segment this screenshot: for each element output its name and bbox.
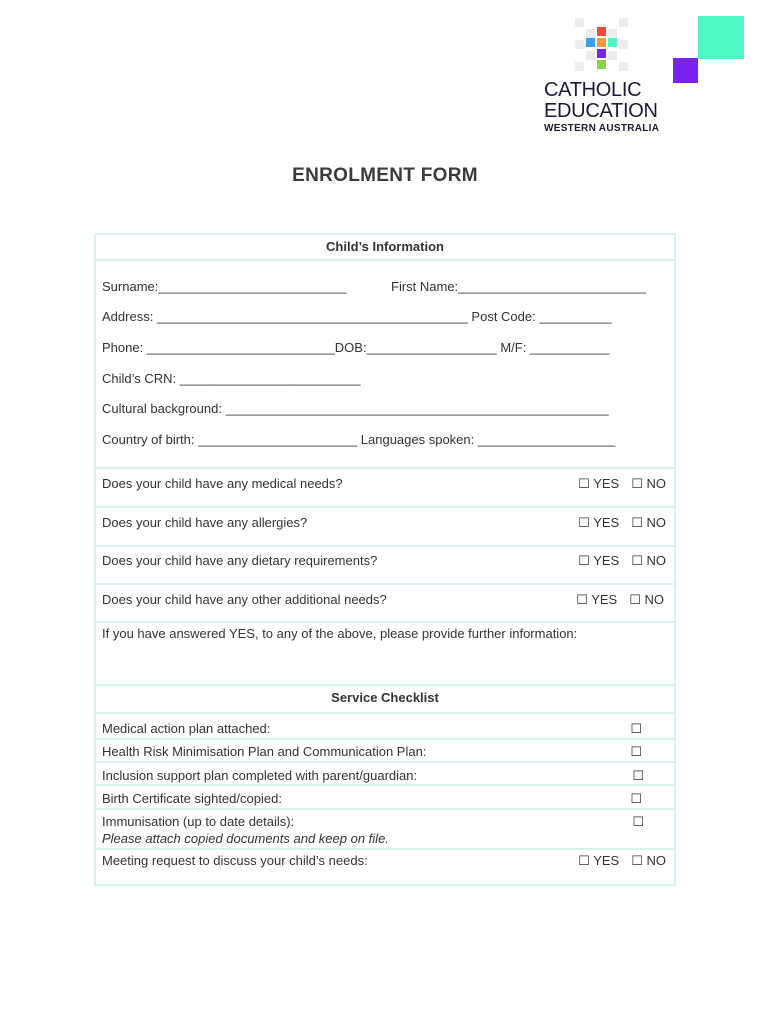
additional-no-checkbox[interactable]: ☐ NO <box>629 592 664 607</box>
allergies-yes-checkbox[interactable]: ☐ YES <box>578 515 620 530</box>
meeting-no-checkbox[interactable]: ☐ NO <box>631 853 666 868</box>
meeting-yes-checkbox[interactable]: ☐ YES <box>578 853 620 868</box>
additional-yes-no <box>576 592 664 608</box>
meeting-request: Meeting request to discuss your child’s needs: <box>102 853 368 868</box>
childs-information-heading: Child’s Information <box>96 235 674 261</box>
allergies-yes-no <box>578 515 666 531</box>
medical-yes-no <box>578 476 666 492</box>
checklist-checkbox[interactable]: ☐ <box>632 768 644 783</box>
question-additional-needs: Does your child have any other additional needs? <box>102 592 387 607</box>
cultural-background-field[interactable]: Cultural background: _____________________________________________________ <box>102 401 609 416</box>
logo-cross-mark <box>575 18 631 74</box>
dietary-yes-no <box>578 553 666 569</box>
enrolment-form <box>94 233 676 886</box>
logo-wordmark <box>544 80 659 135</box>
phone-dob-field[interactable]: Phone: __________________________DOB:__________________ M/F: ___________ <box>102 340 610 355</box>
divider <box>96 621 674 623</box>
checklist-item: Health Risk Minimisation Plan and Communication Plan: <box>102 744 427 759</box>
checklist-item: Inclusion support plan completed with parent/guardian: <box>102 768 418 783</box>
logo-line-2: EDUCATION <box>544 100 658 122</box>
divider <box>96 848 674 850</box>
logo-line-3: WESTERN AUSTRALIA <box>544 123 660 134</box>
medical-yes-checkbox[interactable]: ☐ YES <box>578 476 620 491</box>
checklist-item: Medical action plan attached: <box>102 721 271 736</box>
question-dietary: Does your child have any dietary requirements? <box>102 553 378 568</box>
surname-field[interactable]: Surname:__________________________ <box>102 279 347 294</box>
meeting-yes-no <box>578 853 666 869</box>
allergies-no-checkbox[interactable]: ☐ NO <box>631 515 666 530</box>
medical-no-checkbox[interactable]: ☐ NO <box>631 476 666 491</box>
divider <box>96 784 674 786</box>
further-information-prompt: If you have answered YES, to any of the above, please provide further information: <box>102 626 578 641</box>
question-medical: Does your child have any medical needs? <box>102 476 343 491</box>
checklist-checkbox[interactable]: ☐ <box>630 791 642 806</box>
dietary-yes-checkbox[interactable]: ☐ YES <box>578 553 620 568</box>
crn-field[interactable]: Child’s CRN: _________________________ <box>102 371 361 386</box>
divider <box>96 583 674 585</box>
checklist-checkbox[interactable]: ☐ <box>632 814 644 829</box>
catholic-education-logo <box>540 14 760 134</box>
divider <box>96 506 674 508</box>
logo-line-1: CATHOLIC <box>544 79 642 101</box>
divider <box>96 738 674 740</box>
address-field[interactable]: Address: ___________________________________________ Post Code: __________ <box>102 309 612 324</box>
checklist-item: Immunisation (up to date details): <box>102 814 295 829</box>
divider <box>96 761 674 763</box>
first-name-field[interactable]: First Name:__________________________ <box>391 279 647 294</box>
country-languages-field[interactable]: Country of birth: ______________________ Languages spoken: ___________________ <box>102 432 616 447</box>
logo-purple-square <box>673 58 698 83</box>
divider <box>96 808 674 810</box>
checklist-note: Please attach copied documents and keep on file. <box>102 831 389 846</box>
divider <box>96 545 674 547</box>
checklist-item: Birth Certificate sighted/copied: <box>102 791 282 806</box>
divider <box>96 467 674 469</box>
question-allergies: Does your child have any allergies? <box>102 515 308 530</box>
additional-yes-checkbox[interactable]: ☐ YES <box>576 592 618 607</box>
service-checklist-heading: Service Checklist <box>96 684 674 714</box>
logo-teal-square <box>698 16 744 59</box>
page-title: ENROLMENT FORM <box>292 165 478 186</box>
dietary-no-checkbox[interactable]: ☐ NO <box>631 553 666 568</box>
checklist-checkbox[interactable]: ☐ <box>630 721 642 736</box>
checklist-checkbox[interactable]: ☐ <box>630 744 642 759</box>
